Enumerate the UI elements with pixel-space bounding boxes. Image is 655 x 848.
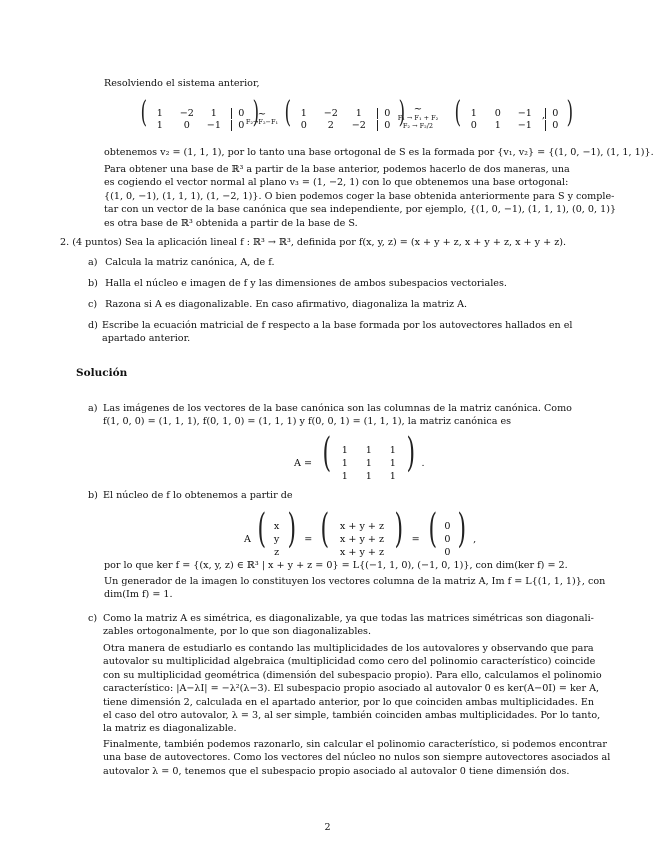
reduction-matrix-2-cell: 1 [355, 108, 362, 119]
item-d-text-cont: apartado anterior. [102, 333, 191, 345]
canonical-matrix-cell: 1 [365, 471, 372, 482]
sol-c-label: c) [88, 613, 98, 624]
sol-c-line-1: Como la matriz A es simétrica, es diagonalizable, ya que todas las matrices simétricas son diagonali- [103, 613, 594, 624]
kernel-result: por lo que ker f = {(x, y, z) ∈ ℝ³ | x + y + z = 0} = L{(−1, 1, 0), (−1, 0, 1)}, con dim(ker f) = 2. [104, 560, 568, 571]
reduction-matrix-3-cell: 0 [470, 120, 477, 131]
row-op-2b-text: F₂ → F₂/2 [402, 122, 434, 130]
item-a-text: Calcula la matriz canónica, A, de f. [105, 257, 275, 268]
reduction-matrix-3-cell: 0 [494, 108, 501, 119]
item-b-text: Halla el núcleo e imagen de f y las dimensiones de ambos subespacios vectoriales. [105, 278, 507, 289]
row-op-1 [237, 109, 287, 126]
sol-b-label: b) [88, 490, 98, 501]
canonical-matrix-cell: 1 [389, 471, 396, 482]
reduction-matrix-3: ( 1 0 −1 0 0 1 −1 0 ) [454, 95, 573, 131]
canonical-matrix-cell: 1 [365, 458, 372, 469]
row-op-2a-text: F₁ → F₁ + F₂ [397, 114, 439, 122]
base-line-3: {(1, 0, −1), (1, 1, 1), (1, −2, 1)}. O bien podemos coger la base obtenida anteriormente para S y comple- [104, 190, 615, 202]
vector-xyz-cell: z [274, 547, 280, 558]
reduction-matrix-2-cell: 0 [377, 120, 393, 131]
reduction-matrix-1-cell: 1 [156, 120, 163, 131]
item-d-text: Escribe la ecuación matricial de f respecto a la base formada por los autovectores hallados en el [102, 320, 573, 331]
reduction-matrix-3-cell: 0 [545, 108, 561, 119]
image-result [104, 575, 605, 602]
item-b-label: b) [88, 278, 98, 289]
paragraph-v2: obtenemos v₂ = (1, 1, 1), por lo tanto una base ortogonal de S es la formada por {v₁, v₂} = {(1, 0, −1), (1, 1, 1)}. [104, 147, 654, 158]
canonical-matrix-cell: 1 [341, 458, 348, 469]
reduction-matrix-3-cell: 0 [545, 120, 561, 131]
reduction-trailing-comma: , [542, 110, 546, 121]
sol-a-label: a) [88, 403, 98, 414]
canonical-matrix-cell: 1 [389, 458, 396, 469]
canonical-matrix: A = ( 1 1 1 1 1 1 1 1 1 ) . [294, 430, 425, 482]
tilde-symbol-2: ~ [413, 104, 423, 115]
canonical-matrix-end: . [421, 458, 425, 469]
canonical-matrix-cell: 1 [341, 445, 348, 456]
canonical-matrix-cell: 1 [365, 445, 372, 456]
vector-zero-cell: 0 [444, 521, 451, 532]
reduction-matrix-1-cell: 0 [183, 120, 190, 131]
base-line-5: es otra base de ℝ³ obtenida a partir de la base de S. [104, 217, 358, 229]
item-a-label: a) [88, 257, 98, 268]
solution-b-intro [88, 489, 293, 502]
reduction-matrix-2-cell: 0 [300, 120, 307, 131]
page-number: 2 [324, 822, 331, 833]
vector-zero-cell: 0 [444, 547, 451, 558]
base-line-2: es cogiendo el vector normal al plano v₃ = (1, −2, 1) con lo que obtenemos una base ortogonal: [104, 177, 569, 189]
sol-c2-line-6: el caso del otro autovalor, λ = 3, al ser simple, también coinciden ambas multiplicidades. Por lo tanto, [103, 710, 601, 722]
sol-a-line-2: f(1, 0, 0) = (1, 1, 1), f(0, 1, 0) = (1, 1, 1) y f(0, 0, 1) = (1, 1, 1), la matriz canónica es [103, 416, 512, 428]
paragraph-base-r3 [104, 163, 617, 230]
reduction-matrix-2: ( 1 −2 1 0 0 2 −2 0 ) [284, 95, 405, 131]
sol-c3-line-2: una base de autovectores. Como los vectores del núcleo no nulos son siempre autovectores asociados al [103, 752, 611, 764]
reduction-matrix-1: ( 1 −2 1 0 1 0 −1 0 ) [140, 95, 259, 131]
kernel-lhs: A [244, 534, 251, 545]
vector-zero-cell: 0 [444, 534, 451, 545]
kernel-end: , [473, 534, 477, 545]
sol-c3-line-3: autovalor λ = 0, tenemos que el subespacio propio asociado al autovalor 0 tiene dimensión dos. [103, 765, 570, 777]
item-d [88, 319, 572, 346]
reduction-matrix-2-cell: 0 [377, 108, 393, 119]
sol-a-line-1: Las imágenes de los vectores de la base canónica son las columnas de la matriz canónica. Como [103, 403, 572, 414]
sol-c2-line-3: con su multiplicidad geométrica (dimensión del subespacio propio). Para ello, calculamos el polinomio [103, 669, 602, 681]
reduction-matrix-2-cell: −2 [351, 120, 366, 131]
solution-c-part-1 [88, 612, 594, 639]
sol-c2-line-7: la matriz es diagonalizable. [103, 723, 237, 735]
item-d-label: d) [88, 320, 98, 331]
kernel-equation: A ( x y z ) = ( x + y + z x + y + z x + y + z ) = ( 0 0 0 ) , [244, 506, 477, 558]
reduction-matrix-3-cell: −1 [517, 108, 532, 119]
problem-2-statement: 2. (4 puntos) Sea la aplicación lineal f : ℝ³ → ℝ³, definida por f(x, y, z) = (x + y + z, x + y + z, x + y + z). [60, 237, 567, 248]
item-c-label: c) [88, 299, 98, 310]
canonical-matrix-cell: 1 [389, 445, 396, 456]
image-line-1: Un generador de la imagen lo constituyen los vectores columna de la matriz A, Im f = L{(1, 1, 1)}, con [104, 576, 606, 587]
vector-sum-cell: x + y + z [339, 521, 385, 532]
base-line-4: tar con un vector de la base canónica que sea independiente, por ejemplo, {(1, 0, −1), (1, 1, 1), (0, 0, 1)} [104, 204, 617, 216]
equals-1: = [304, 534, 313, 545]
reduction-matrix-3-cell: 1 [470, 108, 477, 119]
item-a [88, 256, 275, 269]
reduction-matrix-3-cell: 1 [494, 120, 501, 131]
reduction-matrix-1-cell: 1 [156, 108, 163, 119]
vector-xyz-cell: x [273, 521, 280, 532]
solution-a [88, 402, 572, 429]
sol-c2-line-5: tiene dimensión 2, calculada en el apartado anterior, por lo que coinciden ambas multiplicidades. En [103, 696, 595, 708]
solution-c-part-2 [103, 642, 602, 736]
sol-c-line-2: zables ortogonalmente, por lo que son diagonalizables. [103, 626, 372, 638]
reduction-matrix-1-cell: −2 [179, 108, 194, 119]
reduction-matrix-2-cell: 1 [300, 108, 307, 119]
sol-c2-line-4: característico: |A−λI| = −λ²(λ−3). El subespacio propio asociado al autovalor 0 es ker(A−0I) = ker A, [103, 683, 600, 695]
image-line-2: dim(Im f) = 1. [104, 589, 173, 601]
item-b [88, 277, 507, 290]
row-op-1-text: F₂→F₂−F₁ [245, 118, 279, 126]
solucion-heading: Solución [76, 367, 128, 379]
sol-c3-line-1: Finalmente, también podemos razonarlo, sin calcular el polinomio característico, si podemos encontrar [103, 739, 607, 750]
item-c [88, 298, 467, 311]
reduction-matrix-3-cell: −1 [517, 120, 532, 131]
base-line-1: Para obtener una base de ℝ³ a partir de la base anterior, podemos hacerlo de dos maneras, una [104, 164, 570, 175]
vector-xyz-cell: y [273, 534, 280, 545]
vector-sum-cell: x + y + z [339, 534, 385, 545]
canonical-matrix-lhs: A = [294, 458, 313, 469]
sol-c2-line-1: Otra manera de estudiarlo es contando las multiplicidades de los autovalores y observando que para [103, 643, 594, 654]
sol-b-intro-text: El núcleo de f lo obtenemos a partir de [103, 490, 293, 501]
reduction-matrix-2-cell: −2 [323, 108, 338, 119]
sol-c2-line-2: autovalor su multiplicidad algebraica (multiplicidad como cero del polinomio característico) coincide [103, 656, 596, 668]
canonical-matrix-cell: 1 [341, 471, 348, 482]
reduction-matrix-1-cell: 0 [231, 120, 247, 131]
vector-sum-cell: x + y + z [339, 547, 385, 558]
item-c-text: Razona si A es diagonalizable. En caso afirmativo, diagonaliza la matriz A. [105, 299, 468, 310]
row-op-2 [388, 106, 448, 130]
reduction-matrix-1-cell: 1 [210, 108, 217, 119]
tilde-symbol: ~ [257, 109, 267, 120]
equals-2: = [411, 534, 420, 545]
reduction-matrix-2-cell: 2 [327, 120, 334, 131]
intro-line: Resolviendo el sistema anterior, [104, 78, 260, 89]
solution-c-part-3 [103, 738, 610, 778]
reduction-matrix-1-cell: −1 [206, 120, 221, 131]
reduction-matrix-1-cell: 0 [231, 108, 247, 119]
